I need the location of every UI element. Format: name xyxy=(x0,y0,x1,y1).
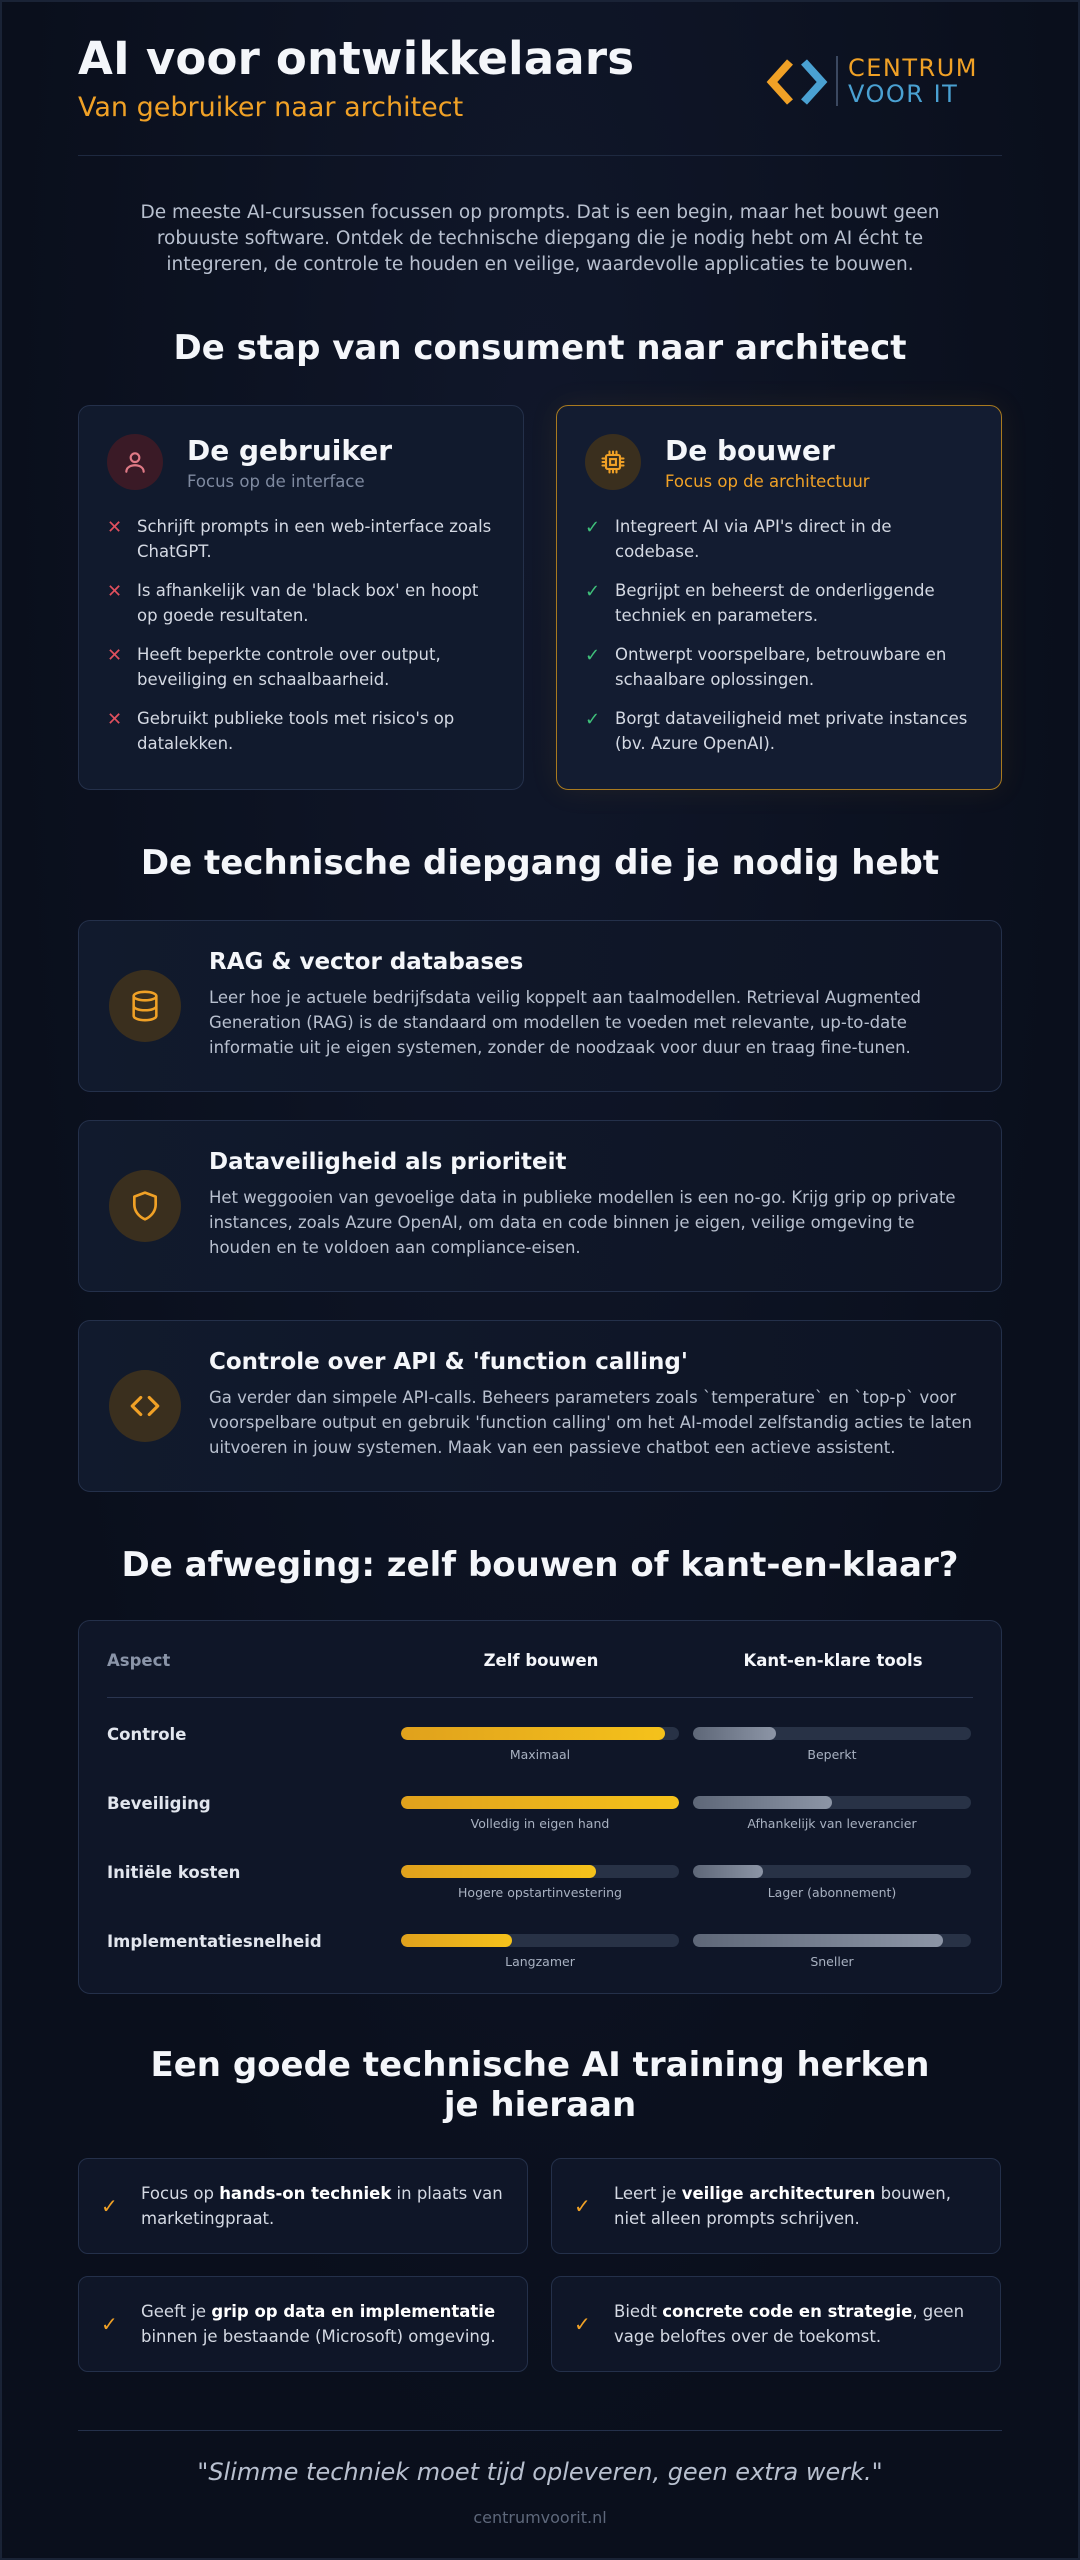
column-header-aspect: Aspect xyxy=(107,1651,171,1670)
kant-bar xyxy=(693,1796,971,1809)
list-item: ✕ Schrijft prompts in een web-interface zoals ChatGPT. xyxy=(107,517,492,561)
user-card-list xyxy=(107,514,499,770)
database-icon xyxy=(109,970,181,1042)
kant-bar-fill xyxy=(693,1727,776,1740)
table-row xyxy=(79,1853,1001,1921)
check-icon: ✓ xyxy=(101,2312,118,2336)
shield-icon xyxy=(109,1170,181,1242)
table-divider xyxy=(107,1697,973,1698)
checklist-text: Leert je veilige architecturen bouwen, niet alleen prompts schrijven. xyxy=(614,2184,951,2228)
zelf-bar xyxy=(401,1865,679,1878)
user-card-title: De gebruiker xyxy=(187,434,393,467)
page-subtitle: Van gebruiker naar architect xyxy=(78,92,464,123)
checklist-item xyxy=(551,2158,1001,2254)
feature-text: Het weggooien van gevoelige data in publieke modellen is een no-go. Krijg grip op private instances, zoals Azure OpenAI, om data en code binnen je eigen, veilige omgeving te houden en te voldoen aan compliance-eisen. xyxy=(209,1188,956,1257)
feature-title: RAG & vector databases xyxy=(209,949,524,975)
kant-bar-caption: Afhankelijk van leverancier xyxy=(747,1816,917,1831)
footer-quote: "Slimme techniek moet tijd opleveren, geen extra werk." xyxy=(197,2458,883,2486)
row-label: Beveiliging xyxy=(107,1794,211,1813)
logo-text-bottom: VOOR IT xyxy=(848,80,959,108)
column-header-zelf: Zelf bouwen xyxy=(483,1651,599,1670)
kant-bar-caption: Beperkt xyxy=(807,1747,857,1762)
footer-website-link[interactable]: centrumvoorit.nl xyxy=(473,2508,607,2527)
feature-text: Leer hoe je actuele bedrijfsdata veilig koppelt aan taalmodellen. Retrieval Augmented Generation (RAG) is de standaard om modellen te voeden met relevante, up-to-date informatie uit je eigen systemen, zonder de noodzaak voor duur en traag fine-tunen. xyxy=(209,988,921,1057)
row-label: Controle xyxy=(107,1725,187,1744)
zelf-bar-fill xyxy=(401,1865,596,1878)
zelf-bar-fill xyxy=(401,1796,679,1809)
check-icon: ✓ xyxy=(585,709,601,730)
zelf-bar-caption: Hogere opstartinvestering xyxy=(458,1885,622,1900)
kant-bar-fill xyxy=(693,1796,832,1809)
kant-bar xyxy=(693,1865,971,1878)
row-label: Implementatiesnelheid xyxy=(107,1932,322,1951)
code-icon xyxy=(109,1370,181,1442)
cross-icon: ✕ xyxy=(107,709,123,730)
zelf-bar xyxy=(401,1727,679,1740)
check-icon: ✓ xyxy=(574,2194,591,2218)
list-item: ✓ Borgt dataveiligheid met private instances (bv. Azure OpenAI). xyxy=(585,709,968,753)
builder-card-list xyxy=(585,514,977,770)
section-title-good-training: Een goede technische AI training herken je hieraan xyxy=(150,2045,930,2125)
zelf-bar-caption: Langzamer xyxy=(505,1954,575,1969)
cross-icon: ✕ xyxy=(107,581,123,602)
feature-text: Ga verder dan simpele API-calls. Beheers parameters zoals `temperature` en `top-p` voor voorspelbare output en gebruik 'function calling' om het AI-model zelfstandig acties te laten uitvoeren in jouw systemen. Maak van een passieve chatbot een actieve assistent. xyxy=(209,1388,972,1457)
check-icon: ✓ xyxy=(585,517,601,538)
section-title-tradeoff: De afweging: zelf bouwen of kant-en-klaar? xyxy=(121,1545,959,1585)
chip-icon xyxy=(585,434,641,490)
kant-bar xyxy=(693,1934,971,1947)
zelf-bar xyxy=(401,1796,679,1809)
zelf-bar-fill xyxy=(401,1934,512,1947)
kant-bar xyxy=(693,1727,971,1740)
logo-divider xyxy=(836,56,838,106)
page-title: AI voor ontwikkelaars xyxy=(78,32,635,85)
check-icon: ✓ xyxy=(585,581,601,602)
cross-icon: ✕ xyxy=(107,517,123,538)
checklist-text: Focus op hands-on techniek in plaats van marketingpraat. xyxy=(141,2184,503,2228)
builder-card xyxy=(556,405,1002,790)
list-item: ✓ Integreert AI via API's direct in de codebase. xyxy=(585,517,892,561)
comparison-table xyxy=(78,1620,1002,1994)
check-icon: ✓ xyxy=(574,2312,591,2336)
list-item: ✕ Heeft beperkte controle over output, beveiliging en schaalbaarheid. xyxy=(107,645,441,689)
footer-divider xyxy=(78,2430,1002,2431)
checklist-text: Biedt concrete code en strategie, geen vage beloftes over de toekomst. xyxy=(614,2302,965,2346)
cross-icon: ✕ xyxy=(107,645,123,666)
checklist-item xyxy=(551,2276,1001,2372)
logo-text-top: CENTRUM xyxy=(848,54,978,82)
user-icon xyxy=(107,434,163,490)
check-icon: ✓ xyxy=(585,645,601,666)
kant-bar-fill xyxy=(693,1865,763,1878)
list-item: ✕ Gebruikt publieke tools met risico's op datalekken. xyxy=(107,709,455,753)
checklist-item xyxy=(78,2276,528,2372)
feature-card-rag xyxy=(78,920,1002,1092)
check-icon: ✓ xyxy=(101,2194,118,2218)
builder-card-title: De bouwer xyxy=(665,434,835,467)
zelf-bar-caption: Volledig in eigen hand xyxy=(470,1816,610,1831)
kant-bar-caption: Lager (abonnement) xyxy=(767,1885,897,1900)
kant-bar-caption: Sneller xyxy=(810,1954,854,1969)
list-item: ✓ Begrijpt en beheerst de onderliggende techniek en parameters. xyxy=(585,581,935,625)
column-header-kant: Kant-en-klare tools xyxy=(743,1651,923,1670)
page-header xyxy=(78,30,1002,156)
section-title-technical-depth: De technische diepgang die je nodig hebt xyxy=(140,843,940,883)
feature-title: Dataveiligheid als prioriteit xyxy=(209,1149,567,1175)
user-card xyxy=(78,405,524,790)
table-row xyxy=(79,1922,1001,1990)
intro-text: De meeste AI-cursussen focussen op prompts. Dat is een begin, maar het bouwt geen robuuste software. Ontdek de technische diepgang die je nodig hebt om AI écht te integreren, de controle te houden en veilige, waardevolle applicaties te bouwen. xyxy=(140,202,940,275)
brand-logo[interactable] xyxy=(766,54,996,110)
zelf-bar-caption: Maximaal xyxy=(509,1747,571,1762)
zelf-bar-fill xyxy=(401,1727,665,1740)
section-title-consumer-architect: De stap van consument naar architect xyxy=(173,328,907,368)
checklist-text: Geeft je grip op data en implementatie binnen je bestaande (Microsoft) omgeving. xyxy=(141,2302,496,2346)
kant-bar-fill xyxy=(693,1934,943,1947)
list-item: ✕ Is afhankelijk van de 'black box' en hoopt op goede resultaten. xyxy=(107,581,479,625)
table-row xyxy=(79,1715,1001,1783)
builder-card-subtitle: Focus op de architectuur xyxy=(665,472,870,491)
logo-brackets-icon xyxy=(766,58,828,106)
list-item: ✓ Ontwerpt voorspelbare, betrouwbare en schaalbare oplossingen. xyxy=(585,645,947,689)
checklist-item xyxy=(78,2158,528,2254)
table-row xyxy=(79,1784,1001,1852)
feature-card-api xyxy=(78,1320,1002,1492)
feature-card-security xyxy=(78,1120,1002,1292)
row-label: Initiële kosten xyxy=(107,1863,241,1882)
zelf-bar xyxy=(401,1934,679,1947)
user-card-subtitle: Focus op de interface xyxy=(187,472,365,491)
feature-title: Controle over API & 'function calling' xyxy=(209,1349,688,1375)
